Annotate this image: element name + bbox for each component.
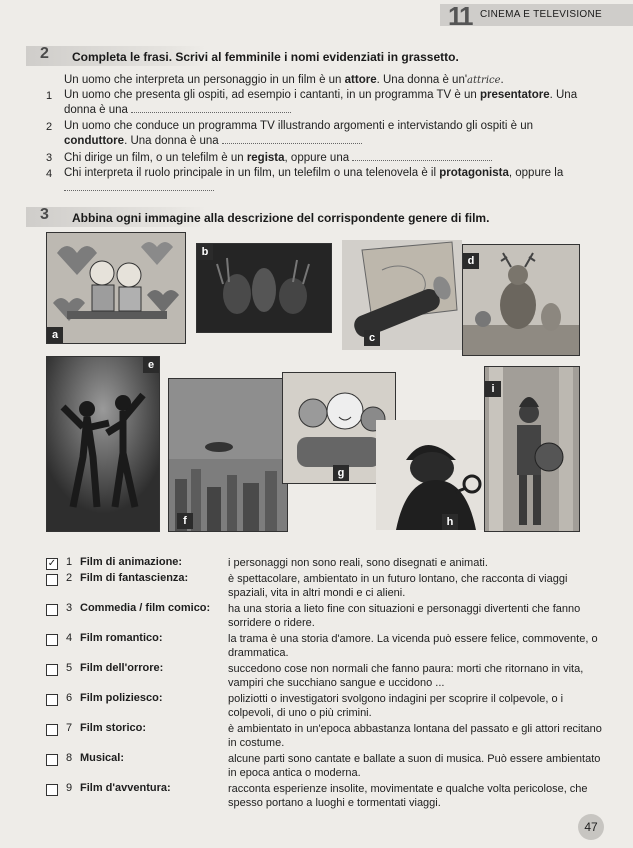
cartoon-couple-illustration [47,233,185,343]
chapter-number: 11 [448,1,472,31]
chapter-title: CINEMA E TELEVISIONE [480,9,602,20]
item-number: 2 [46,121,53,133]
image-label: d [463,253,479,269]
exercise-2-instruction: Completa le frasi. Scrivi al femminile i nomi evidenziati in grassetto. [72,50,459,64]
genre-checkbox-checked[interactable]: ✓ [47,558,57,569]
page-number: 47 [578,814,604,840]
item-number: 1 [46,90,53,102]
answer-blank[interactable] [352,151,492,161]
image-c-adventure-telescope[interactable] [342,240,462,350]
detective-silhouette [376,420,486,530]
futuristic-city-illustration [169,379,287,531]
image-b-horror-scene[interactable] [196,243,332,333]
genre-description: alcune parti sono cantate e ballate a suon di musica. Può essere ambientato in epoca antica o moderna. [228,753,601,779]
image-h-detective[interactable] [376,420,486,530]
exercise-2-item-1-line2: donna è una [64,103,291,116]
genre-checkbox[interactable] [46,694,58,706]
genre-checkbox[interactable] [46,724,58,736]
genre-name: Film d'avventura: [80,782,171,794]
item-number: 3 [46,152,53,164]
image-f-scifi-city[interactable] [168,378,288,532]
image-d-cartoon-animals[interactable] [462,244,580,356]
dancers-silhouette [47,357,159,531]
genre-description: è ambientato in un'epoca abbastanza lontana del passato e gli attori recitano in costume. [228,723,602,749]
item-number: 4 [46,168,53,180]
genre-name: Musical: [80,752,125,764]
genre-description: succedono cose non normali che fanno paura: morti che ritornano in vita, vampiri che succhiano sangue e uccidono ... [228,663,584,689]
genre-description: è spettacolare, ambientato in un futuro lontano, che racconta di viaggi spaziali, vita in altri mondi e ci alieni. [228,573,568,599]
exercise-2-item-4: Chi interpreta il ruolo principale in un film, un telefilm o una telenovela è il protagonista, oppure la [64,167,564,179]
image-label: c [364,330,380,346]
image-i-historical-warrior[interactable] [484,366,580,532]
genre-checkbox[interactable] [46,574,58,586]
answer-blank[interactable] [222,134,362,144]
textbook-page: 11 CINEMA E TELEVISIONE 2 Completa le frasi. Scrivi al femminile i nomi evidenziati in grassetto. Un uomo che interpreta un personaggio in un film è un attore. Una donna è un'attrice. 1 Un uomo che presenta gli ospiti, ad esempio i cantanti, in un programma TV è un presentatore. Una donna è una 2 Un uomo che conduce un programma TV illustrando argomenti e intervistando gli ospiti è un conduttore. Una donna è una 3 Chi dirige un film, o un telefilm è un regista, oppure una 4 Chi interpreta il ruolo principale in un film, un telefilm o una telenovela è il protagonista, oppure la 3 Abbina ogni immagine alla descrizione del corrispondente genere di film. a b c d e f g h i ✓ 1 Film di animazione: i personaggi non sono reali, sono disegnati e animati. 2 Film di fantascienza: è spettacolare, ambientato in un futuro lontano, che racconta di viaggi spaziali, vita in altri mondi e ci alieni. 3 Commedia / film comico: ha una storia a lieto fine con situazioni e personaggi divertenti che fanno sorridere o ridere. 4 Film romantico: la trama è una storia d'amore. La vicenda può essere felice, commovente, o drammatica. 5 Film dell'orrore: succedono cose non normali che fanno paura: morti che ritornano in vita, vampiri che succhiano sangue e uccidono ... 6 Film poliziesco: poliziotti o investigatori svolgono indagini per scoprire il colpevole, o i colpevoli, di uno o più crimini. 7 Film storico: è ambientato in un'epoca abbastanza lontana del passato e gli attori recitano in costume. 8 Musical: alcune parti sono cantate e ballate a suon di musica. Può essere ambientato in epoca antica o moderna. 9 Film d'avventura: racconta esperienze insolite, movimentate e qualche volta pericolose, che spesso portano a luoghi e tormentati viaggi. 47 [0,0,633,848]
exercise-2-item-4-line2 [64,181,214,194]
exercise-2-item-1-line1: Un uomo che presenta gli ospiti, ad esempio i cantanti, in un programma TV è un presentatore. Una [64,89,578,101]
image-label: e [143,357,159,373]
exercise-2-example: Un uomo che interpreta un personaggio in un film è un attore. Una donna è un'attrice. [64,74,504,86]
genre-name: Film dell'orrore: [80,662,164,674]
exercise-2-item-2-line1: Un uomo che conduce un programma TV illustrando argomenti e intervistando gli ospiti è un [64,120,533,132]
genre-name: Film storico: [80,722,147,734]
genre-name: Film di animazione: [80,556,183,568]
genre-checkbox[interactable] [46,604,58,616]
exercise-3-instruction: Abbina ogni immagine alla descrizione del corrispondente genere di film. [72,211,490,225]
image-label: b [197,244,213,260]
genre-description: i personaggi non sono reali, sono disegnati e animati. [228,557,488,569]
genre-description: racconta esperienze insolite, movimentate e qualche volta pericolose, che spesso portano a luoghi e tormentati viaggi. [228,783,588,809]
image-e-musical-dancers[interactable] [46,356,160,532]
image-label: i [485,381,501,397]
genre-name: Commedia / film comico: [80,602,211,614]
handwritten-answer: attrice [467,75,501,86]
genre-checkbox[interactable] [46,784,58,796]
genre-description: ha una storia a lieto fine con situazioni e personaggi divertenti che fanno sorridere o ridere. [228,603,581,629]
exercise-3-number: 3 [40,206,49,223]
genre-checkbox[interactable] [46,754,58,766]
image-label: f [177,513,193,529]
genre-name: Film poliziesco: [80,692,163,704]
genre-checkbox[interactable] [46,664,58,676]
exercise-2-item-2-line2: conduttore. Una donna è una [64,134,362,147]
exercise-2-number: 2 [40,45,49,62]
cartoon-deer-illustration [463,245,579,355]
genre-description: poliziotti o investigatori svolgono indagini per scoprire il colpevole, o i colpevoli, di uno o più crimini. [228,693,564,719]
answer-blank[interactable] [64,181,214,191]
genre-checkbox[interactable] [46,634,58,646]
dark-hands-scene [197,244,331,332]
genre-description: la trama è una storia d'amore. La vicenda può essere felice, commovente, o drammatica. [228,633,598,659]
image-label: a [47,327,63,343]
genre-name: Film romantico: [80,632,163,644]
image-label: h [442,514,458,530]
answer-blank[interactable] [131,103,291,113]
telescope-map-illustration [342,240,462,350]
image-label: g [333,465,349,481]
genre-name: Film di fantascienza: [80,572,189,584]
exercise-2-item-3: Chi dirige un film, o un telefilm è un regista, oppure una [64,151,492,164]
image-a-animated-couple[interactable] [46,232,186,344]
